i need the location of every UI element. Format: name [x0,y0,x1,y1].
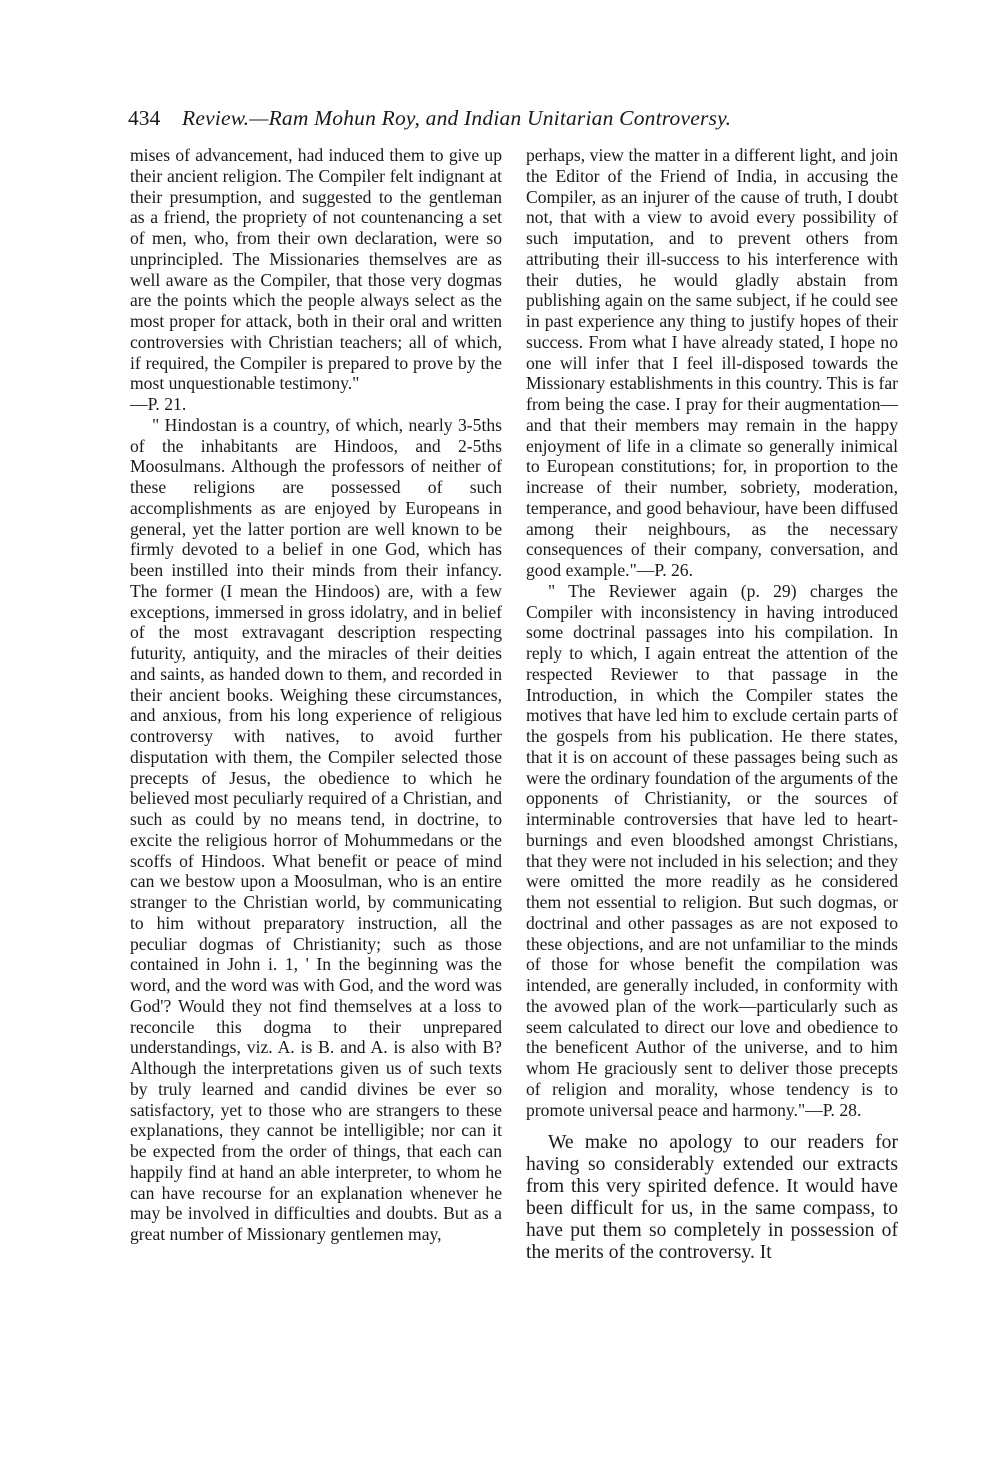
running-title: Review.—Ram Mohun Roy, and Indian Unitarian Controversy. [182,106,732,130]
review-paragraph: We make no apology to our readers for having so considerably extended our extracts from this very spirited defence. It would have been difficult for us, in the same compass, to have put them so completely in possession of the merits of the controversy. It [526,1132,898,1264]
left-citation: —P. 21. [130,394,187,414]
right-paragraph-continuation: perhaps, view the matter in a different light, and join the Editor of the Friend of India, in accusing the Compiler, as an injurer of the cause of truth, I doubt not, that with a view to avoid every possibility of such imputation, and to prevent others from attributing their ill-success to his interference with their duties, he would gladly abstain from publishing again on the same subject, if he could see in past experience any thing to justify hopes of their success. From what I have already stated, I hope no one will infer that I feel ill-disposed towards the Missionary establishments in this country. This is far from being the case. I pray for their augmentation—and that their members may remain in the happy enjoyment of life in a climate so generally inimical to European constitutions; for, in proportion to the increase of their number, sobriety, moderation, temperance, and good behaviour, have been diffused among their neighbours, as the necessary consequences of their company, conversation, and good example."—P. 26. [526,145,898,580]
left-paragraph-continuation: mises of advancement, had induced them to give up their ancient religion. The Compiler felt indignant at their presumption, and suggested to the gentleman as a friend, the propriety of not countenancing a set of men, who, from their own declaration, were so unprincipled. The Missionaries themselves are as well aware as the Compiler, that those very dogmas are the points which the people always select as the most proper for attack, both in their oral and written controversies with Christian teachers; all of which, if required, the Compiler is prepared to prove by the most unquestionable testimony." [130,145,502,394]
left-column [130,145,502,1245]
running-head [128,103,898,133]
page-number: 434 [128,106,161,130]
right-paragraph-reviewer: " The Reviewer again (p. 29) charges the Compiler with inconsistency in having introduced some doctrinal passages into his compilation. In reply to which, I again entreat the attention of the respected Reviewer to that passage in the Introduction, in which the Compiler states the motives that have led him to exclude certain parts of the gospels from his publication. He there states, that it is on account of these passages being such as were the ordinary foundation of the arguments of the opponents of Christianity, or the sources of interminable controversies that have led to heart-burnings and even bloodshed amongst Christians, that they were not included in his selection; and they were omitted the more readily as he considered them not essential to religion. But such dogmas, or doctrinal and other passages as are not exposed to these objections, and are not unfamiliar to the minds of those for whose benefit the compilation was intended, are generally included, in conformity with the avowed plan of the work—particularly such as seem calculated to direct our love and obedience to the beneficent Author of the universe, and to him whom He graciously sent to deliver those precepts of religion and morality, whose tendency is to promote universal peace and harmony."—P. 28. [526,580,898,1120]
left-paragraph-hindostan: " Hindostan is a country, of which, nearly 3-5ths of the inhabitants are Hindoos, and 2-5ths Moosulmans. Although the professors of neither of these religions are possessed of such accomplishments as are enjoyed by Europeans in general, yet the latter portion are well known to be firmly devoted to a belief in one God, which has been instilled into their minds from their infancy. The former (I mean the Hindoos) are, with a few exceptions, immersed in gross idolatry, and in belief of the most extravagant description respecting futurity, antiquity, and the miracles of their deities and saints, as handed down to them, and recorded in their ancient books. Weighing these circumstances, and anxious, from his long experience of religious controversy with natives, to avoid further disputation with them, the Compiler selected those precepts of Jesus, the obedience to which he believed most peculiarly required of a Christian, and such as could by no means tend, in doctrine, to excite the religious horror of Mohummedans or the scoffs of Hindoos. What benefit or peace of mind can we bestow upon a Moosulman, who is an entire stranger to the Christian world, by communicating to him without preparatory instruction, all the peculiar dogmas of Christianity; such as those contained in John i. 1, ' In the beginning was the word, and the word was with God, and the word was God'? Would they not find themselves at a loss to reconcile this dogma to their unprepared understandings, viz. A. is B. and A. is also with B? Although the interpretations given us of such texts by truly learned and candid divines be ever so satisfactory, yet to those who are strangers to these explanations, they cannot be intelligible; nor can it be expected from the order of things, that each can happily find at hand an able interpreter, to whom he can have recourse for an explanation whenever he may be involved in difficulties and doubts. But as a great number of Missionary gentlemen may, [130,414,502,1244]
right-column [526,145,898,1264]
